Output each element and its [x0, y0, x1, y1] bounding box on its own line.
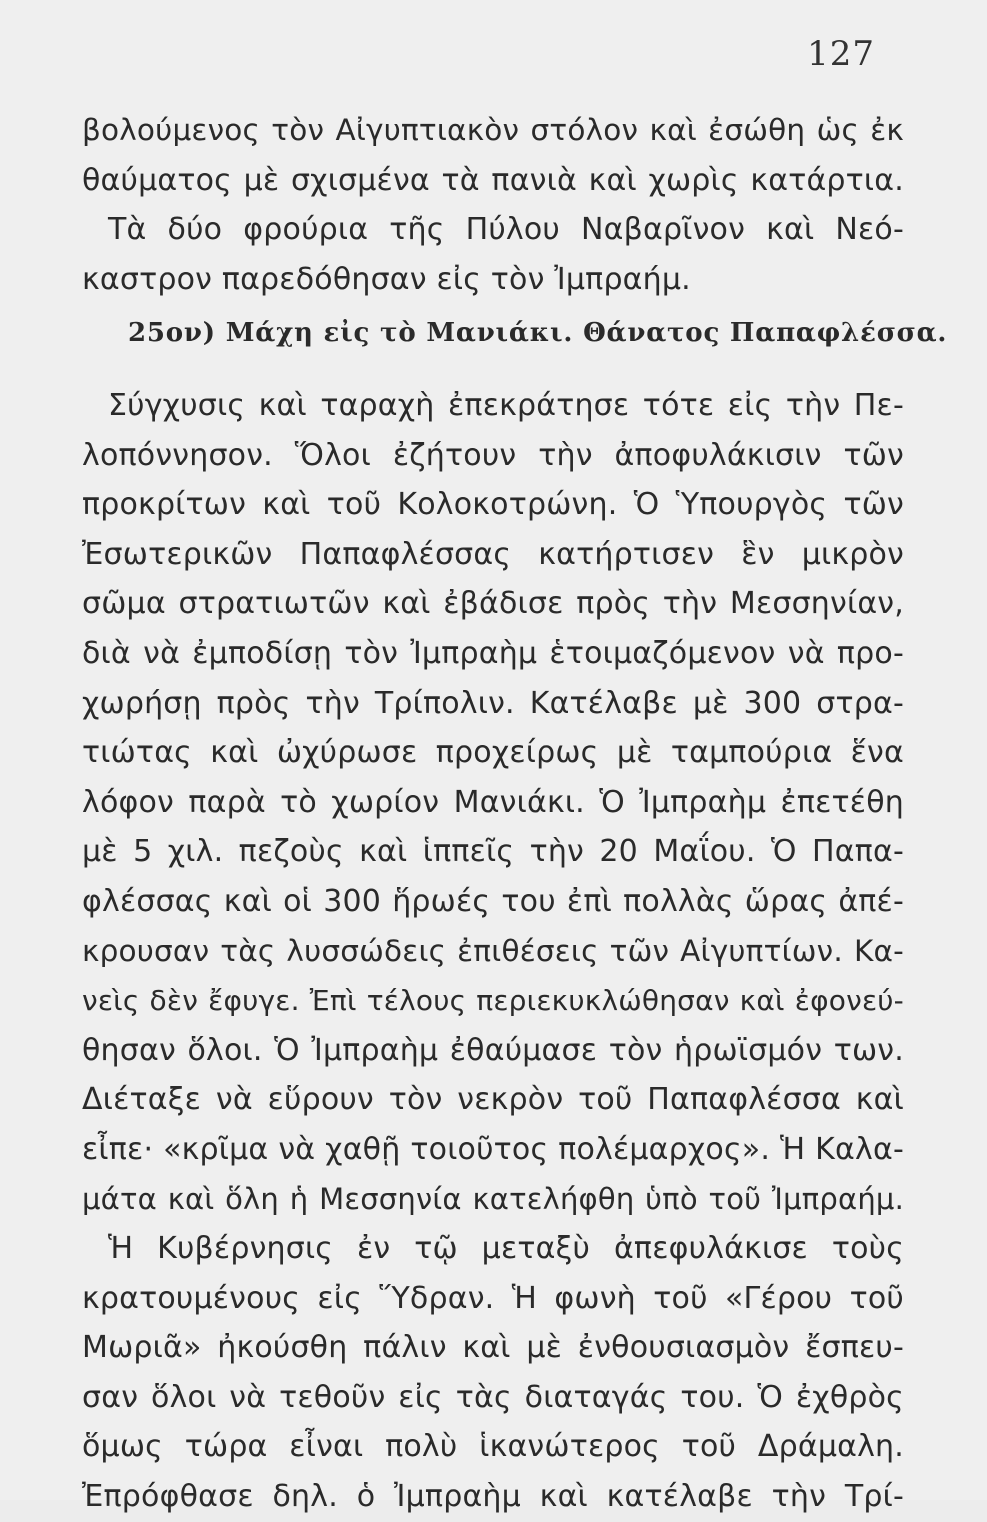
- text-line: καστρον παρεδόθησαν εἰς τὸν Ἰμπραήμ.: [82, 261, 691, 297]
- text-line: θαύματος μὲ σχισμένα τὰ πανιὰ καὶ χωρὶς κατάρτια.: [82, 162, 904, 198]
- text-line: Διέταξε νὰ εὕρουν τὸν νεκρὸν τοῦ Παπαφλέσσα καὶ: [82, 1082, 904, 1118]
- text-line: ὅμως τώρα εἶναι πολὺ ἱκανώτερος τοῦ Δράμαλη.: [82, 1429, 904, 1465]
- text-line: τιώτας καὶ ὠχύρωσε προχείρως μὲ ταμπούρια ἕνα: [82, 735, 904, 771]
- text-line: φλέσσας καὶ οἱ 300 ἥρωές του ἐπὶ πολλὰς ὥρας ἀπέ-: [82, 883, 904, 919]
- text-line: Ἐσωτερικῶν Παπαφλέσσας κατήρτισεν ἓν μικρὸν: [82, 536, 904, 572]
- text-line: σῶμα στρατιωτῶν καὶ ἐβάδισε πρὸς τὴν Μεσσηνίαν,: [82, 586, 904, 622]
- text-line: προκρίτων καὶ τοῦ Κολοκοτρώνη. Ὁ Ὑπουργὸς τῶν: [82, 487, 904, 523]
- text-line: κρατουμένους εἰς Ὕδραν. Ἡ φωνὴ τοῦ «Γέρου τοῦ: [82, 1280, 904, 1316]
- page-number: 127: [807, 34, 875, 74]
- text-line: σαν ὅλοι νὰ τεθοῦν εἰς τὰς διαταγάς του. Ὁ ἐχθρὸς: [82, 1379, 904, 1415]
- text-line: Ἡ Κυβέρνησις ἐν τῷ μεταξὺ ἀπεφυλάκισε τοὺς: [108, 1231, 904, 1267]
- text-line: βολούμενος τὸν Αἰγυπτιακὸν στόλον καὶ ἐσώθη ὡς ἐκ: [82, 113, 904, 147]
- text-line: μὲ 5 χιλ. πεζοὺς καὶ ἱππεῖς τὴν 20 Μαΐου. Ὁ Παπα-: [82, 834, 904, 870]
- text-line: Μωριᾶ» ἠκούσθη πάλιν καὶ μὲ ἐνθουσιασμὸν ἔσπευ-: [82, 1330, 904, 1366]
- text-line: νεὶς δὲν ἔφυγε. Ἐπὶ τέλους περιεκυκλώθησαν καὶ ἐφονεύ-: [82, 984, 904, 1018]
- text-line: μάτα καὶ ὅλη ἡ Μεσσηνία κατελήφθη ὑπὸ τοῦ Ἰμπραήμ.: [82, 1181, 904, 1216]
- paragraph-1: [82, 106, 904, 304]
- section-heading: 25ον) Μάχη εἰς τὸ Μανιάκι. Θάνατος Παπαφλέσσα.: [128, 318, 948, 348]
- text-line: Ἐπρόφθασε δηλ. ὁ Ἰμπραὴμ καὶ κατέλαβε τὴν Τρί-: [82, 1479, 904, 1515]
- text-line: λόφον παρὰ τὸ χωρίον Μανιάκι. Ὁ Ἰμπραὴμ ἐπετέθη: [82, 784, 904, 820]
- text-line: κρουσαν τὰς λυσσώδεις ἐπιθέσεις τῶν Αἰγυπτίων. Κα-: [82, 933, 904, 968]
- text-line: Τὰ δύο φρούρια τῆς Πύλου Ναβαρῖνον καὶ Νεό-: [108, 212, 904, 248]
- text-line: λοπόννησον. Ὅλοι ἐζήτουν τὴν ἀποφυλάκισιν τῶν: [82, 437, 904, 473]
- text-line: διὰ νὰ ἐμποδίσῃ τὸν Ἰμπραὴμ ἑτοιμαζόμενον νὰ προ-: [82, 635, 904, 671]
- body-text: [82, 381, 904, 1522]
- text-line: χωρήσῃ πρὸς τὴν Τρίπολιν. Κατέλαβε μὲ 300 στρα-: [82, 685, 904, 721]
- text-line: Σύγχυσις καὶ ταραχὴ ἐπεκράτησε τότε εἰς τὴν Πε-: [108, 388, 904, 423]
- text-line: θησαν ὅλοι. Ὁ Ἰμπραὴμ ἐθαύμασε τὸν ἡρωϊσμόν των.: [82, 1032, 904, 1068]
- text-line: εἶπε· «κρῖμα νὰ χαθῇ τοιοῦτος πολέμαρχος». Ἡ Καλα-: [82, 1131, 904, 1167]
